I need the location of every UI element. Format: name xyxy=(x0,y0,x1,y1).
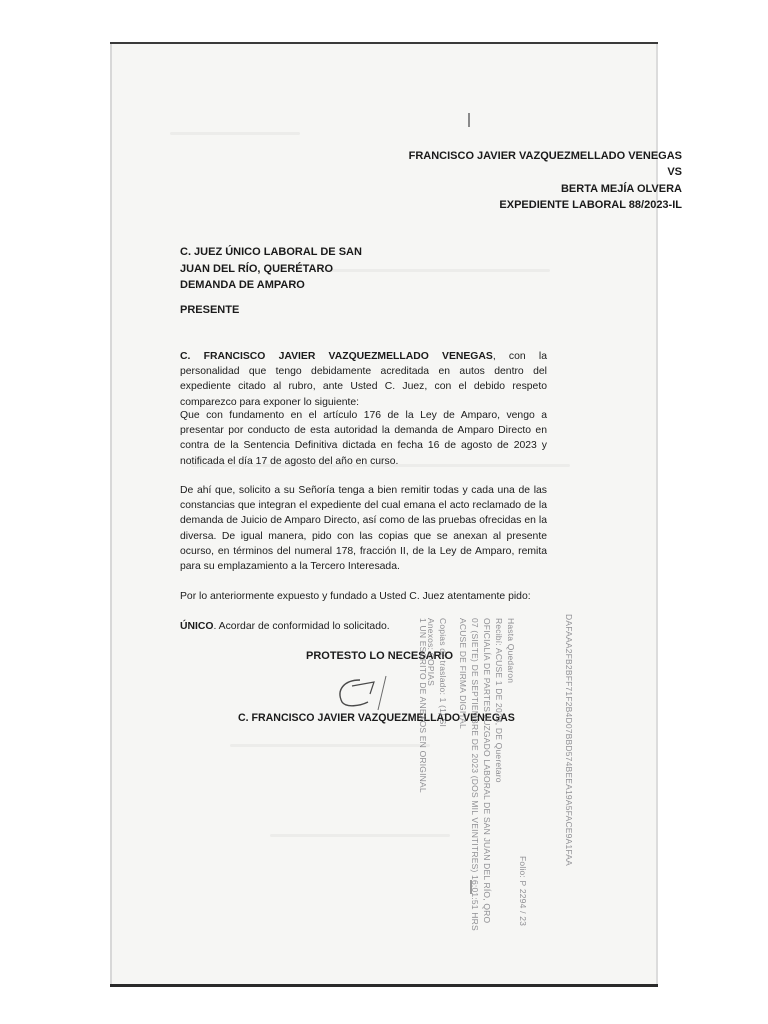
stamp-line: Hasta Quedaron xyxy=(506,618,516,684)
petitioner-name: C. FRANCISCO JAVIER VAZQUEZMELLADO VENEGAS xyxy=(180,351,493,362)
plaintiff-name: FRANCISCO JAVIER VAZQUEZMELLADO VENEGAS xyxy=(408,150,682,162)
addressee-block xyxy=(180,244,362,294)
case-number: EXPEDIENTE LABORAL 88/2023-IL xyxy=(499,199,682,212)
addressee-line: C. JUEZ ÚNICO LABORAL DE SAN xyxy=(180,246,362,258)
stamp-line: 07 (SIETE) DE SEPTIEMBRE DE 2023 (DOS MIL VEINTITRES) 16:01:51 HRS xyxy=(470,618,480,931)
show-through-line xyxy=(270,834,450,837)
stamp-annexes: Anexos: COPIAS xyxy=(426,618,436,686)
versus-label: VS xyxy=(667,166,682,179)
intro-text: , con la personalidad que tengo debidamente acreditada en autos dentro del expediente citado al rubro, ante Usted C. Juez, con el debido respeto comparezco para exponer lo siguiente: xyxy=(180,351,547,408)
closing-formula: PROTESTO LO NECESARIO xyxy=(306,650,454,662)
stamp-writ: 1 UN ESCRITO DE ANEXOS EN ORIGINAL xyxy=(418,618,428,793)
punch-mark xyxy=(468,113,470,127)
stamp-folio: Folio: P 2294 / 23 xyxy=(518,856,528,927)
case-header xyxy=(409,148,682,214)
paragraph-request: De ahí que, solicito a su Señoría tenga a bien remitir todas y cada una de las constancias que integran el expediente del cual emana el acto reclamado de la demanda de Juicio de Amparo Directo, así como de las pruebas ofrecidas en la diversa. De igual manera, pido con las copias que se anexan al presente ocurso, en términos del numeral 178, fracción II, de la Ley de Amparo, remita para su emplazamiento a la Tercero Interesada. xyxy=(180,485,547,573)
paragraph-legal-basis: Que con fundamento en el artículo 176 de la Ley de Amparo, vengo a presentar por conducto de esta autoridad la demanda de Amparo Directo en contra de la Sentencia Definitiva dictada en fecha 16 de agosto de 2023 y notificada el día 17 de agosto del año en curso. xyxy=(180,410,547,467)
handwritten-signature xyxy=(330,672,410,712)
presente-heading: PRESENTE xyxy=(180,304,240,316)
unico-label: ÚNICO xyxy=(180,621,214,632)
signer-name: C. FRANCISCO JAVIER VAZQUEZMELLADO VENEGAS xyxy=(238,712,515,724)
stamp-line: Recibí: ACUSE 1 DE 2023, DE Queretaro xyxy=(494,618,504,783)
stamp-line: ACUSE DE FIRMA DIGITAL xyxy=(458,618,468,729)
stamp-hash: DAFAAA2FB2BFF71F2B4D07BBD574BEEA19A5FACE9A1FAA xyxy=(564,614,574,867)
intro-paragraph xyxy=(180,349,547,410)
stamp-copies: Copias de traslado: 1 (1) SI xyxy=(438,618,448,728)
show-through-line xyxy=(230,744,430,747)
addressee-line: JUAN DEL RÍO, QUERÉTARO xyxy=(180,262,333,275)
show-through-line xyxy=(170,132,300,135)
unico-text: . Acordar de conformidad lo solicitado. xyxy=(213,621,390,632)
defendant-name: BERTA MEJÍA OLVERA xyxy=(560,182,682,195)
stamp-line: OFICIALÍA DE PARTES JUZGADO LABORAL DE SAN JUAN DEL RÍO, QRO xyxy=(482,618,492,924)
addressee-line: DEMANDA DE AMPARO xyxy=(180,279,305,291)
paragraph-petition: Por lo anteriormente expuesto y fundado a Usted C. Juez atentamente pido: xyxy=(180,591,531,602)
